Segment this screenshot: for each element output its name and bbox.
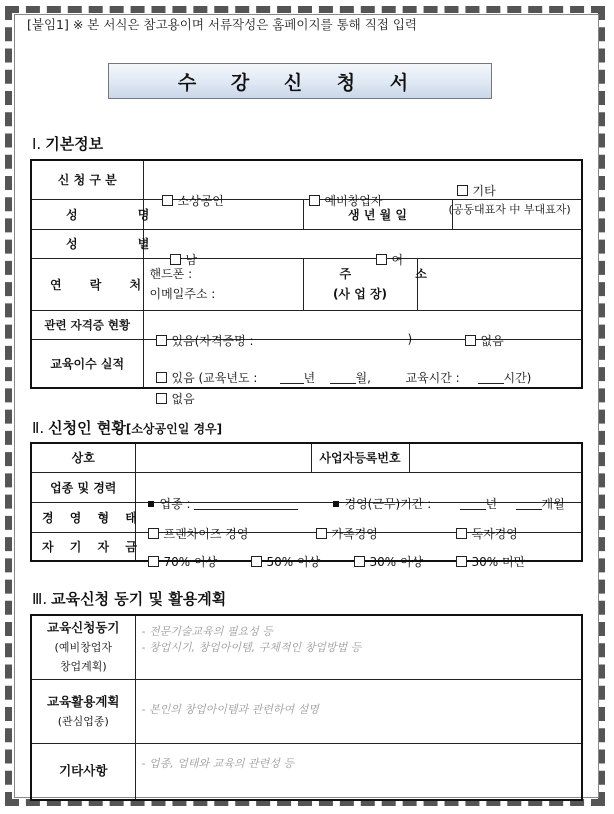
section2-heading <box>32 417 222 438</box>
management-option-independent[interactable]: 독자경영 <box>456 525 518 542</box>
section3-number: Ⅲ. <box>32 590 48 608</box>
section2-title: 신청인 현황 <box>48 419 126 437</box>
checkbox-icon[interactable] <box>309 195 320 206</box>
education-plan-table <box>30 614 583 801</box>
checkbox-icon[interactable] <box>148 556 159 567</box>
utilization-plan-label: 교육활용계획 (관심업종) <box>31 679 135 743</box>
education-history-label: 교육이수 실적 <box>31 339 143 388</box>
checkbox-icon[interactable] <box>148 528 159 539</box>
motivation-label: 교육신청동기 (예비창업자 창업계획) <box>31 615 135 679</box>
table-row <box>31 160 582 199</box>
checkbox-icon[interactable] <box>170 254 181 265</box>
education-time-label: 교육시간 : <box>405 371 460 386</box>
checkbox-icon[interactable] <box>156 393 167 404</box>
certificate-option-no[interactable]: 없음 <box>465 332 504 349</box>
table-row <box>31 615 582 679</box>
checkbox-icon[interactable] <box>156 335 167 346</box>
section1-heading <box>32 133 103 154</box>
section1-number: Ⅰ. <box>32 135 42 153</box>
career-years-field[interactable]: 년 <box>460 495 498 512</box>
table-row <box>31 310 582 339</box>
applicant-status-table <box>30 442 583 570</box>
gender-options <box>143 229 582 267</box>
capital-option-under-30[interactable]: 30% 미만 <box>456 553 526 570</box>
section2-number: Ⅱ. <box>32 419 45 437</box>
birthdate-label: 생 년 월 일 <box>303 199 452 229</box>
capital-option-70-plus[interactable]: 70% 이상 <box>148 553 218 570</box>
management-option-franchise[interactable]: 프랜차이즈 경영 <box>148 525 249 542</box>
gender-option-female[interactable]: 여 <box>376 251 404 268</box>
capital-option-30-plus[interactable]: 30% 이상 <box>354 553 424 570</box>
checkbox-icon[interactable] <box>456 528 467 539</box>
email-field[interactable]: 이메일주소 : <box>149 287 216 301</box>
table-row <box>31 229 582 258</box>
contact-fields <box>143 258 303 310</box>
education-year-field[interactable]: 년 <box>280 369 316 386</box>
motivation-field[interactable]: - 전문기술교육의 필요성 등 - 창업시기, 창업아이템, 구체적인 창업방법 등 <box>135 615 582 679</box>
gender-option-male[interactable]: 남 <box>170 251 198 268</box>
shop-name-label: 상호 <box>31 443 135 472</box>
checkbox-icon[interactable] <box>456 556 467 567</box>
section3-heading <box>32 588 226 609</box>
shop-name-field[interactable] <box>135 443 311 472</box>
table-row <box>31 502 582 532</box>
capital-option-50-plus[interactable]: 50% 이상 <box>251 553 321 570</box>
career-period-field[interactable]: 경영(근무)기간 : <box>333 495 432 512</box>
checkbox-icon[interactable] <box>316 528 327 539</box>
section2-subtitle: [소상공인일 경우] <box>125 422 223 436</box>
career-months-field[interactable]: 개월 <box>516 495 565 512</box>
other-notes-label: 기타사항 <box>31 743 135 800</box>
education-option-yes[interactable]: 있음 (교육년도 : <box>156 369 258 386</box>
checkbox-icon[interactable] <box>354 556 365 567</box>
industry-field[interactable]: 업종 : <box>148 495 299 512</box>
certificate-label: 관련 자격증 현황 <box>31 310 143 339</box>
type-option-other[interactable]: 기타 <box>457 182 496 199</box>
basic-info-table <box>30 159 583 407</box>
education-month-field[interactable]: 월, <box>330 369 371 386</box>
document-title: 수 강 신 청 서 <box>108 63 492 99</box>
checkbox-icon[interactable] <box>251 556 262 567</box>
address-field[interactable] <box>417 258 582 310</box>
business-number-label: 사업자등록번호 <box>311 443 409 472</box>
bullet-icon <box>333 501 339 507</box>
table-row <box>31 258 582 310</box>
own-capital-label: 자 기 자 금 <box>31 532 135 561</box>
business-number-field[interactable] <box>409 443 582 472</box>
address-label: 주 소 (사 업 장) <box>303 258 417 310</box>
gender-label: 성 별 <box>31 229 143 258</box>
table-row <box>31 679 582 743</box>
industry-career-fields <box>135 472 582 511</box>
section1-title: 기본정보 <box>45 135 104 153</box>
contact-label: 연 락 처 <box>31 258 143 310</box>
table-row <box>31 472 582 502</box>
certificate-close-paren: ) <box>407 331 413 346</box>
type-other-note: (공동대표자 中 부대표자) <box>448 202 571 216</box>
education-option-no[interactable]: 없음 <box>156 390 195 407</box>
type-option-small-business[interactable]: 소상공인 <box>162 192 224 209</box>
management-option-family[interactable]: 가족경영 <box>316 525 378 542</box>
bullet-icon <box>148 501 154 507</box>
certificate-option-yes[interactable]: 있음(자격증명 : <box>156 332 254 349</box>
form-notice: [붙임1] ※ 본 서식은 참고용이며 서류작성은 홈페이지를 통해 직접 입력 <box>27 15 421 33</box>
education-hours-field[interactable]: 시간) <box>478 369 532 386</box>
type-option-prospective-founder[interactable]: 예비창업자 <box>309 192 383 209</box>
management-type-label: 경 영 형 태 <box>31 502 135 532</box>
checkbox-icon[interactable] <box>465 335 476 346</box>
checkbox-icon[interactable] <box>457 185 468 196</box>
certificate-options <box>143 310 582 348</box>
checkbox-icon[interactable] <box>156 372 167 383</box>
industry-career-label: 업종 및 경력 <box>31 472 135 502</box>
table-row <box>31 443 582 472</box>
name-label: 성 명 <box>31 199 143 229</box>
utilization-plan-field[interactable]: - 본인의 창업아이템과 관련하여 설명 <box>135 679 582 743</box>
phone-field[interactable]: 핸드폰 : <box>149 267 193 281</box>
checkbox-icon[interactable] <box>376 254 387 265</box>
section3-title: 교육신청 동기 및 활용계획 <box>51 590 227 608</box>
other-notes-field[interactable]: - 업종, 업태와 교육의 관련성 등 <box>135 743 582 800</box>
applicant-type-label: 신 청 구 분 <box>31 160 143 199</box>
checkbox-icon[interactable] <box>162 195 173 206</box>
table-row <box>31 743 582 800</box>
